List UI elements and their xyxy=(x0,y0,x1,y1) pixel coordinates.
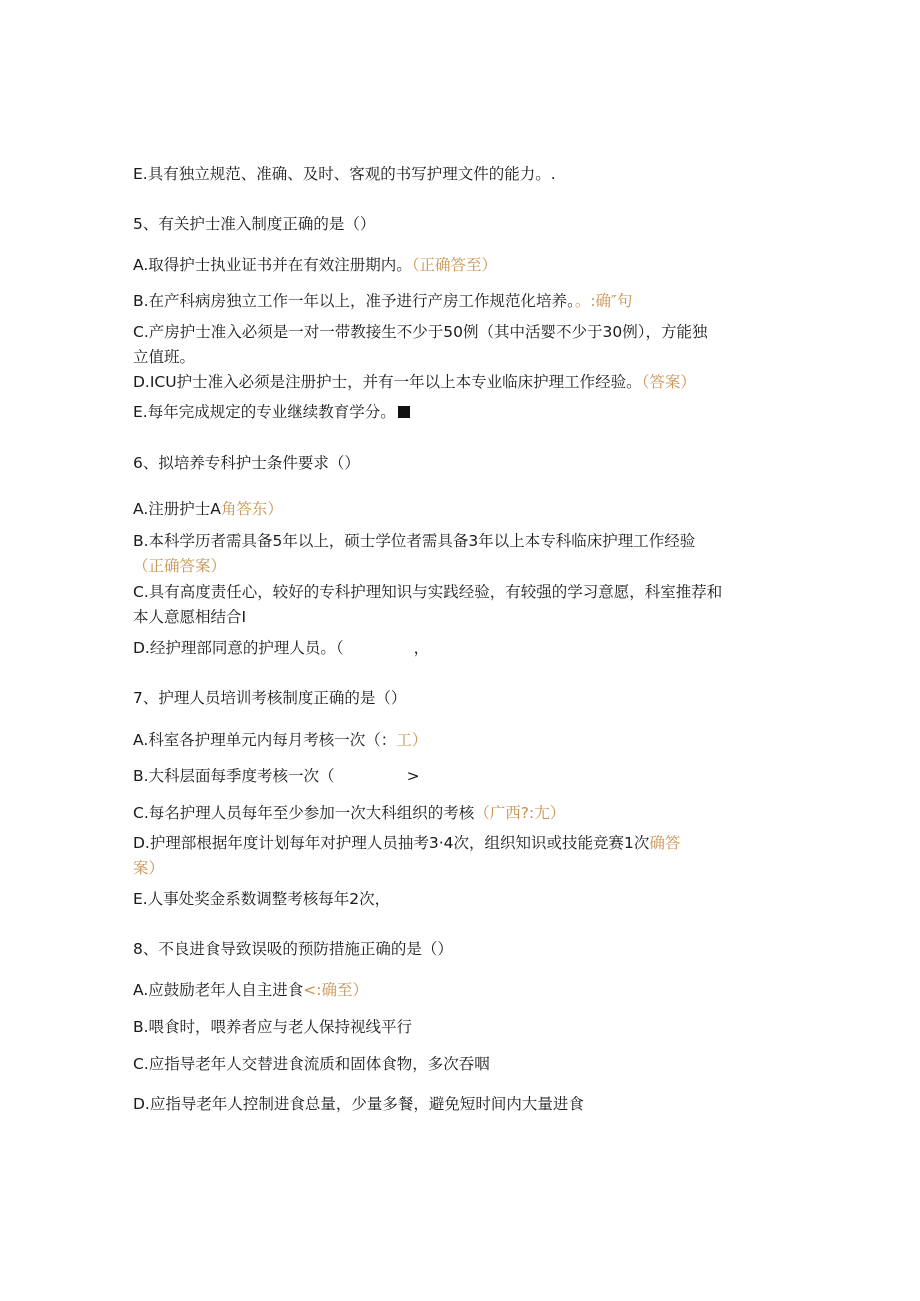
q7-option-b-text: B.大科层面每季度考核一次（ xyxy=(133,767,335,785)
q7-option-c-answer-mark: （广西?:尢） xyxy=(474,804,566,822)
q7-option-c-text: C.每名护理人员每年至少参加一次大科组织的考核 xyxy=(133,804,475,822)
q7-question: 7、护理人员培训考核制度正确的是（） xyxy=(133,689,407,707)
q5-option-e-text: E.每年完成规定的专业继续教育学分。 xyxy=(133,403,396,421)
q6-question: 6、拟培养专科护士条件要求（） xyxy=(133,454,360,472)
q6-option-d xyxy=(133,636,793,660)
q7-option-d-text: D.护理部根据年度计划每年对护理人员抽考3·4次，组织知识或技能竞赛1次 xyxy=(133,834,650,852)
q6-option-c-line1: C.具有高度责任心，较好的专科护理知识与实践经验，有较强的学习意愿，科室推荐和 xyxy=(133,583,723,601)
q8-option-c: C.应指导老年人交替进食流质和固体食物，多次吞咽 xyxy=(133,1055,490,1073)
q5-option-d-text: D.ICU护士准入必须是注册护士，并有一年以上本专业临床护理工作经验。 xyxy=(133,373,642,391)
q5-option-c-line1: C.产房护士准入必须是一对一带教接生不少于50例（其中活婴不少于30例），方能独 xyxy=(133,323,708,341)
q5-option-a-answer-mark: （正确答至） xyxy=(411,256,498,274)
q4-option-e: E.具有独立规范、准确、及时、客观的书写护理文件的能力。. xyxy=(133,165,556,183)
q5-option-d-answer-mark: （答案） xyxy=(641,373,696,391)
q5-option-d xyxy=(133,370,793,394)
q7-option-b-tail: > xyxy=(406,767,420,785)
q5-option-b xyxy=(133,289,793,313)
q6-option-a-answer-mark: 角答东） xyxy=(220,500,283,518)
q7-option-a xyxy=(133,728,793,752)
q5-option-c-line2: 立值班。 xyxy=(133,348,196,366)
black-square-icon xyxy=(398,406,410,418)
q8-option-d: D.应指导老年人控制进食总量，少量多餐，避免短时间内大量进食 xyxy=(133,1095,584,1113)
q7-option-d-line1 xyxy=(133,831,793,855)
q8-option-a-text: A.应鼓励老年人自主进食 xyxy=(133,981,304,999)
q7-option-b xyxy=(133,764,793,788)
q6-option-b-answer-mark: （正确答案） xyxy=(133,557,227,575)
q7-option-d-answer-mark-cont: 案） xyxy=(133,859,165,877)
q7-option-d-answer-mark: 确答 xyxy=(649,834,681,852)
q6-option-a-text: A.注册护士A xyxy=(133,500,221,518)
q5-option-b-text: B.在产科病房独立工作一年以上，准予进行产房工作规范化培养。 xyxy=(133,292,575,310)
q8-option-b: B.喂食时，喂养者应与老人保持视线平行 xyxy=(133,1018,413,1036)
q5-option-e xyxy=(133,400,793,424)
q7-option-c xyxy=(133,801,793,825)
q8-option-a xyxy=(133,978,793,1002)
q7-option-a-answer-mark: 工） xyxy=(396,731,428,749)
q6-option-d-tail: ， xyxy=(413,639,430,657)
q7-option-e: E.人事处奖金系数调整考核每年2次， xyxy=(133,890,391,908)
q6-option-b-line1: B.本科学历者需具备5年以上，硕士学位者需具备3年以上本专科临床护理工作经验 xyxy=(133,532,696,550)
q6-option-c-line2: 本人意愿相结合I xyxy=(133,608,247,626)
q8-question: 8、不良进食导致误吸的预防措施正确的是（） xyxy=(133,940,453,958)
q6-option-a xyxy=(133,497,793,521)
q5-question: 5、有关护士准入制度正确的是（） xyxy=(133,215,376,233)
q5-option-b-answer-mark: 。:确″句 xyxy=(574,292,633,310)
q6-option-d-text: D.经护理部同意的护理人员。（ xyxy=(133,639,344,657)
q7-option-a-text: A.科室各护理单元内每月考核一次（： xyxy=(133,731,397,749)
q5-option-a xyxy=(133,253,793,277)
q5-option-a-text: A.取得护士执业证书并在有效注册期内。 xyxy=(133,256,412,274)
q8-option-a-answer-mark: <:确至） xyxy=(303,981,368,999)
